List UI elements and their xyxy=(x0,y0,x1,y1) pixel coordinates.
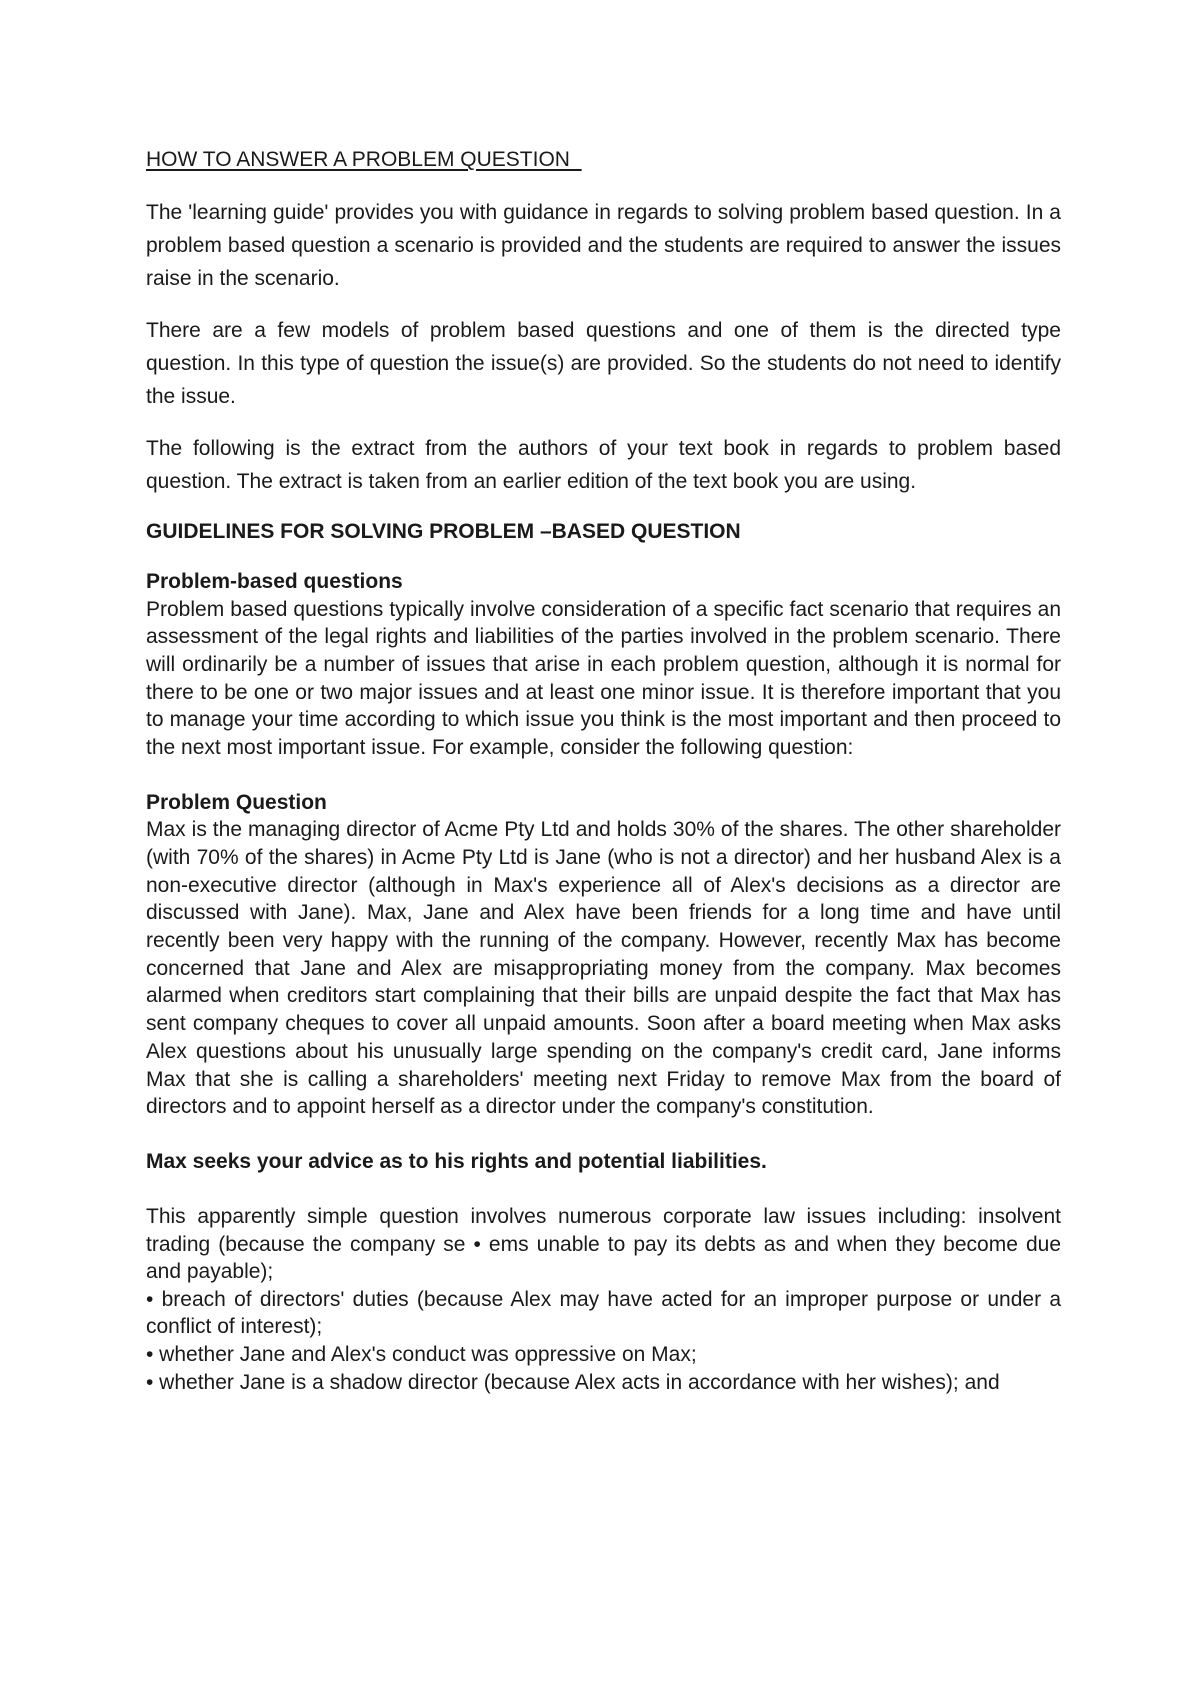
guidelines-heading: GUIDELINES FOR SOLVING PROBLEM –BASED QUESTION xyxy=(146,520,741,543)
issue-item: This apparently simple question involves numerous corporate law issues including: insolvent trading (because the company se • ems unable to pay its debts as and when they become due and payable); xyxy=(146,1204,1061,1284)
issue-item: • whether Jane and Alex's conduct was oppressive on Max; xyxy=(146,1342,697,1366)
document-title: HOW TO ANSWER A PROBLEM QUESTION xyxy=(146,148,582,171)
intro-paragraph-2: There are a few models of problem based questions and one of them is the directed type question. In this type of question the issue(s) are provided. So the students do not need to identify the issue. xyxy=(146,319,1061,408)
issue-item: • breach of directors' duties (because Alex may have acted for an improper purpose or under a conflict of interest); xyxy=(146,1287,1061,1339)
intro-paragraph-3: The following is the extract from the authors of your text book in regards to problem based question. The extract is taken from an earlier edition of the text book you are using. xyxy=(146,437,1061,493)
document-page xyxy=(146,146,1061,1396)
advice-request: Max seeks your advice as to his rights and potential liabilities. xyxy=(146,1149,767,1173)
issues-list xyxy=(146,1203,1061,1396)
problem-based-heading: Problem-based questions xyxy=(146,570,403,593)
intro-paragraph-1: The 'learning guide' provides you with guidance in regards to solving problem based question. In a problem based question a scenario is provided and the students are required to answer the issues raise in the scenario. xyxy=(146,201,1061,290)
problem-question-text: Max is the managing director of Acme Pty Ltd and holds 30% of the shares. The other shareholder (with 70% of the shares) in Acme Pty Ltd is Jane (who is not a director) and her husband Alex is a non-executive director (although in Max's experience all of Alex's decisions as a director are discussed with Jane). Max, Jane and Alex have been friends for a long time and have until recently been very happy with the running of the company. However, recently Max has become concerned that Jane and Alex are misappropriating money from the company. Max becomes alarmed when creditors start complaining that their bills are unpaid despite the fact that Max has sent company cheques to cover all unpaid amounts. Soon after a board meeting when Max asks Alex questions about his unusually large spending on the company's credit card, Jane informs Max that she is calling a shareholders' meeting next Friday to remove Max from the board of directors and to appoint herself as a director under the company's constitution. xyxy=(146,818,1061,1119)
problem-question-heading: Problem Question xyxy=(146,790,327,814)
issue-item: • whether Jane is a shadow director (because Alex acts in accordance with her wishes); and xyxy=(146,1370,1000,1394)
problem-based-text: Problem based questions typically involve consideration of a specific fact scenario that requires an assessment of the legal rights and liabilities of the parties involved in the problem scenario. There will ordinarily be a number of issues that arise in each problem question, although it is normal for there to be one or two major issues and at least one minor issue. It is therefore important that you to manage your time according to which issue you think is the most important and then proceed to the next most important issue. For example, consider the following question: xyxy=(146,597,1061,760)
